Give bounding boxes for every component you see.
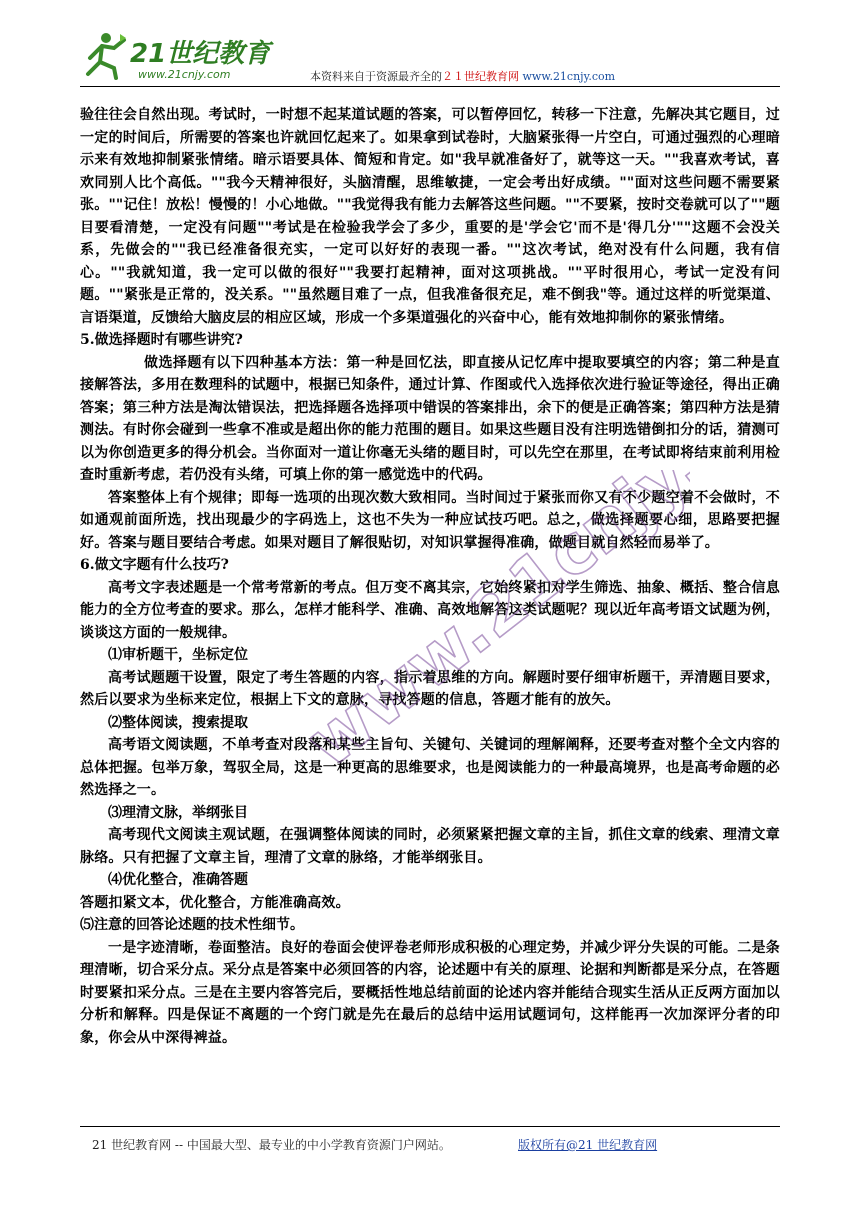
paragraph: 高考现代文阅读主观试题，在强调整体阅读的同时，必须紧紧把握文章的主旨，抓住文章的线索、理清文章脉络。只有把握了文章主旨，理清了文章的脉络，才能举纲张目。 — [80, 827, 780, 866]
subheading: ⑸注意的回答论述题的技术性细节。 — [80, 917, 304, 933]
header-note-brand: ２１世纪教育网 — [442, 70, 519, 83]
subheading: ⑵整体阅读，搜索提取 — [108, 714, 248, 731]
page-footer — [92, 1136, 658, 1153]
paragraph: 一是字迹清晰，卷面整洁。良好的卷面会使评卷老师形成积极的心理定势，并减少评分失误的可能。二是条理清晰，切合采分点。采分点是答案中必须回答的内容，论述题中有关的原理、论据和判断都是采分点，在答题时要紧扣采分点。三是在主要内容答完后，要概括性地总结前面的论述内容并能结合现实生活从正反两方面加以分析和解释。四是保证不离题的一个窍门就是先在最后的总结中运用试题词句，这样能再一次加深评分者的印象，你会从中深得裨益。 — [80, 939, 780, 1046]
copyright-link[interactable]: 版权所有@21 世纪教育网 — [518, 1138, 658, 1152]
paragraph: 做选择题有以下四种基本方法：第一种是回忆法，即直接从记忆库中提取要填空的内容；第二种是直接解答法，多用在数理科的试题中，根据已知条件，通过计算、作图或代入选择依次进行验证等途径，得出正确答案；第三种方法是淘汰错误法，把选择题各选择项中错误的答案排出，余下的便是正确答案；第四种方法是猜测法。有时你会碰到一些拿不准或是超出你的能力范围的题目。如果这些题目没有注明选错倒扣分的话，猜测可以为你创造更多的得分机会。当你面对一道让你毫无头绪的题目时，可以先空在那里，在考试即将结束前利用检查时重新考虑，若仍没有头绪，可填上你的第一感觉选中的代码。 — [80, 354, 780, 483]
paragraph: 答案整体上有个规律；即每一选项的出现次数大致相同。当时间过于紧张而你又有不少题空着不会做时，不如通观前面所选，找出现最少的字码选上，这也不失为一种应试技巧吧。总之，做选择题要心细，思路要把握好。答案与题目要结合考虑。如果对题目了解很贴切，对知识掌握得准确，做题目就自然轻而易举了。 — [80, 489, 780, 551]
section-heading: 5.做选择题时有哪些讲究? — [80, 332, 243, 348]
subheading: ⑷优化整合，准确答题 — [108, 872, 248, 888]
article-body — [80, 104, 780, 1049]
header-note-prefix: 本资料来自于资源最齐全的 — [310, 70, 442, 83]
watermark-text: www.21cnjy.com — [310, 470, 690, 784]
subheading: ⑴审析题干，坐标定位 — [108, 647, 248, 663]
header-rule — [80, 86, 780, 87]
header-note — [310, 68, 615, 84]
page-header — [80, 28, 780, 86]
logo-text: 21世纪教育 — [130, 39, 271, 69]
logo — [80, 28, 290, 84]
paragraph: 高考语文阅读题，不单考查对段落和某些主旨句、关键句、关键词的理解阐释，还要考查对整个全文内容的总体把握。包举万象，驾驭全局，这是一种更高的思维要求，也是阅读能力的一种最高境界，也是高考命题的必然选择之一。 — [80, 737, 780, 798]
footer-text: 21 世纪教育网 -- 中国最大型、最专业的中小学教育资源门户网站。 — [92, 1138, 451, 1152]
subheading: ⑶理清文脉，举纲张目 — [108, 804, 248, 821]
paragraph: 高考文字表述题是一个常考常新的考点。但万变不离其宗，它始终紧扣对学生筛选、抽象、概括、整合信息能力的全方位考查的要求。那么，怎样才能科学、准确、高效地解答这类试题呢？现以近年高考语文试题为例，谈谈这方面的一般规律。 — [80, 579, 780, 641]
paragraph: 验往往会自然出现。考试时，一时想不起某道试题的答案，可以暂停回忆，转移一下注意，先解决其它题目，过一定的时间后，所需要的答案也许就回忆起来了。如果拿到试卷时，大脑紧张得一片空白，可通过强烈的心理暗示来有效地抑制紧张情绪。暗示语要具体、简短和肯定。如"我早就准备好了，就等这一天。""我喜欢考试，喜欢同别人比个高低。""我今天精神很好，头脑清醒，思维敏捷，一定会考出好成绩。""面对这些问题不需要紧张。""记住！放松！慢慢的！小心地做。""我觉得我有能力去解答这些问题。""不要紧，按时交卷就可以了""题目要看清楚，一定没有问题""考试是在检验我学会了多少，重要的是'学会它'而不是'得几分'""这题不会没关系，先做会的""我已经准备很充实，一定可以好好的表现一番。""这次考试，绝对没有什么问题，我有信心。""我就知道，我一定可以做的很好""我要打起精神，面对这项挑战。""平时很用心，考试一定没有问题。""紧张是正常的，没关系。""虽然题目难了一点，但我准备很充足，难不倒我"等。通过这样的听觉渠道、言语渠道，反馈给大脑皮层的相应区域，形成一个多渠道强化的兴奋中心，能有效地抑制你的紧张情绪。 — [80, 107, 780, 326]
footer-rule — [80, 1126, 780, 1127]
section-heading: 6.做文字题有什么技巧? — [80, 557, 229, 573]
logo-url: www.21cnjy.com — [138, 68, 231, 81]
header-note-url[interactable]: www.21cnjy.com — [522, 70, 616, 83]
paragraph: 高考试题题干设置，限定了考生答题的内容，指示着思维的方向。解题时要仔细审析题干，弄清题目要求，然后以要求为坐标来定位，根据上下文的意脉，寻找答题的信息，答题才能有的放矢。 — [80, 669, 780, 708]
paragraph: 答题扣紧文本，优化整合，方能准确高效。 — [80, 894, 350, 911]
